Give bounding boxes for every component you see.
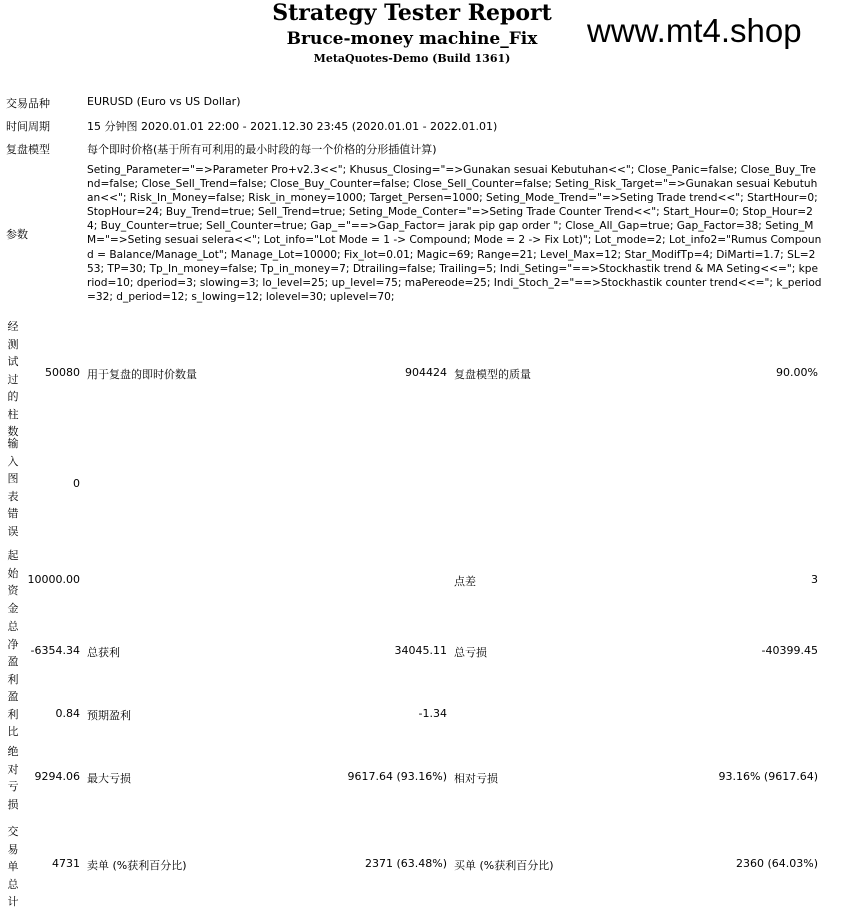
server-build: MetaQuotes-Demo (Build 1361) [313,52,511,65]
short-value: 2371 (63.48%) [364,857,447,870]
deposit-value: 10000.00 [27,573,80,586]
deposit-label: 起始资金 [7,549,19,615]
bars-label: 经测试过的柱数 [7,320,19,438]
errors-value: 0 [73,477,80,490]
period-value: 15 分钟图 2020.01.01 22:00 - 2021.12.30 23:45 (2020.01.01 - 2022.01.01) [87,120,498,133]
absdd-label: 绝对亏损 [7,745,19,811]
grossprofit-value: 34045.11 [394,644,447,657]
grossloss-label: 总亏损 [454,646,487,659]
ticks-value: 904424 [405,366,447,379]
errors-label: 输入图表错误 [7,437,19,538]
maxdd-value: 9617.64 (93.16%) [347,770,447,783]
quality-label: 复盘模型的质量 [454,368,531,381]
trades-value: 4731 [52,857,80,870]
period-label: 时间周期 [6,120,50,133]
trades-label: 交易单总计 [7,825,19,908]
reldd-label: 相对亏损 [454,772,498,785]
bars-value: 50080 [45,366,80,379]
symbol-label: 交易品种 [6,97,50,110]
ticks-label: 用于复盘的即时价数量 [87,368,197,381]
model-value: 每个即时价格(基于所有可利用的最小时段的每一个价格的分形插值计算) [87,143,437,156]
payoff-value: -1.34 [418,707,447,720]
grossloss-value: -40399.45 [761,644,818,657]
params-value: Seting_Parameter="=>Parameter Pro+v2.3<<"; Khusus_Closing="=>Gunakan sesuai Kebutuhan<<"; Close_Panic=false; Close_Buy_Trend=false; Close_Sell_Trend=false; Close_Buy_Counter=false; Close_Sell_Counter=false; Seting_Risk_Target="=>Gunakan sesuai Kebutuhan<<"; Risk_In_Money=false; Risk_in_money=1000; Target_Persen=1000; Seting_Mode_Trend="=>Seting Trade trend<<"; StartHour=0; StopHour=24; Buy_Trend=true; Sell_Trend=true; Seting_Mode_Conter="=>Seting Trade Counter Trend<<"; Start_Hour=0; Stop_Hour=24; Buy_Counter=true; Sell_Counter=true; Gap_="==>Gap_Factor= jarak pip gap order "; Close_All_Gap=true; Gap_Factor=38; Seting_MM="=>Seting sesuai selera<<"; Lot_info="Lot Mode = 1 -> Compound; Mode = 2 -> Fix Lot)"; Lot_mode=2; Lot_info2="Rumus Compound = Balance/Manage_Lot"; Manage_Lot=10000; Fix_lot=0.01; Magic=69; Range=21; Level_Max=12; Star_ModifTp=4; DiMarti=1.7; SL=253; TP=30; Tp_In_money=false; Tp_in_money=7; Dtrailing=false; Trailing=5; Indi_Seting="==>Stockhastik trend & MA Seting<<="; kperiod=10; dperiod=3; slowing=3; lo_level=25; up_level=75; maPereode=25; Indi_Stoch_2="==>Stockhastik counter trend<<="; k_period=32; d_period=12; s_lowing=12; lolevel=30; uplevel=70; [87,164,822,303]
payoff-label: 预期盈利 [87,709,131,722]
expert-name: Bruce-money machine_Fix [286,29,538,49]
grossprofit-label: 总获利 [87,646,120,659]
long-value: 2360 (64.03%) [735,857,818,870]
report-header [0,0,844,70]
params-label: 参数 [6,228,28,241]
symbol-value: EURUSD (Euro vs US Dollar) [87,95,241,108]
watermark-text: www.mt4.shop [587,12,802,49]
long-label: 买单 (%获利百分比) [454,859,554,872]
pf-label: 盈利比 [7,690,19,738]
pf-value: 0.84 [55,707,80,720]
report-title: Strategy Tester Report [272,0,552,26]
reldd-value: 93.16% (9617.64) [718,770,818,783]
absdd-value: 9294.06 [34,770,80,783]
netprofit-value: -6354.34 [30,644,80,657]
spread-value: 3 [811,573,818,586]
model-label: 复盘模型 [6,143,50,156]
netprofit-label: 总净盈利 [7,620,19,686]
short-label: 卖单 (%获利百分比) [87,859,187,872]
maxdd-label: 最大亏损 [87,772,131,785]
spread-label: 点差 [454,575,476,588]
quality-value: 90.00% [776,366,818,379]
